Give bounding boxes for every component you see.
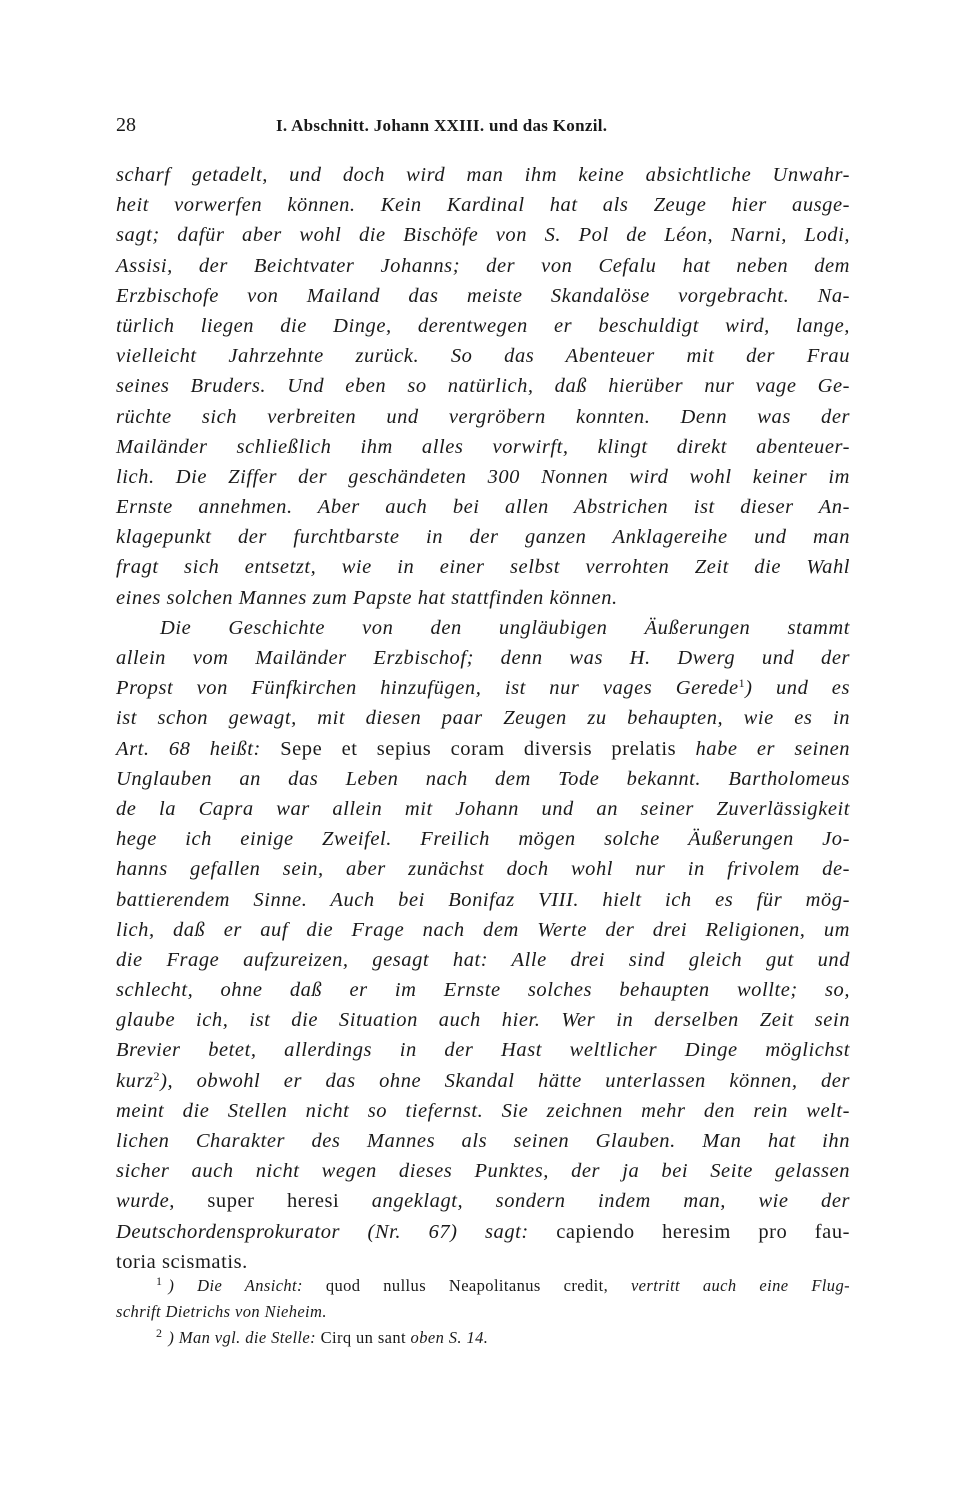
text-line: kurz$^2$), obwohl er das ohne Skandal hätte unterlassen können, der [116, 1068, 850, 1092]
text-line: Ernste annehmen. Aber auch bei allen Abstrichen ist dieser An- [116, 496, 850, 519]
footnote-ref: 1 [738, 676, 746, 691]
page-number: 28 [116, 114, 136, 136]
text-line: fragt sich entsetzt, wie in einer selbst verrohten Zeit die Wahl [116, 556, 850, 579]
footnote-mark: 2 [156, 1326, 163, 1340]
text-line: Unglauben an das Leben nach dem Tode bekannt. Bartholomeus [116, 767, 850, 790]
text-line: lich. Die Ziffer der geschändeten 300 Nonnen wird wohl keiner im [116, 465, 850, 488]
latin-quote: super heresi [207, 1190, 340, 1213]
text-line: türlich liegen die Dinge, derentwegen er beschuldigt wird, lange, [116, 314, 850, 337]
text-line: Art. 68 heißt: Sepe et sepius coram diversis prelatis habe er seinen [116, 737, 851, 760]
text-line: seines Bruders. Und eben so natürlich, daß hierüber nur vage Ge- [116, 375, 850, 398]
text-line: hanns gefallen sein, aber zunächst doch wohl nur in frivolem de- [116, 858, 850, 881]
footnote-ref: 2 [153, 1068, 161, 1083]
text-line: Mailänder schließlich ihm alles vorwirft, klingt direkt abenteuer- [116, 435, 850, 458]
text-line: glaube ich, ist die Situation auch hier. Wer in derselben Zeit sein [116, 1009, 850, 1032]
text-line: heit vorwerfen können. Kein Kardinal hat als Zeuge hier ausge- [116, 194, 850, 217]
text-line: de la Capra war allein mit Johann und an seiner Zuverlässigkeit [116, 797, 850, 820]
text-line: allein vom Mailänder Erzbischof; denn was H. Dwerg und der [116, 647, 850, 669]
text-line: toria scismatis. [116, 1250, 248, 1273]
text-line: Brevier betet, allerdings in der Hast weltlicher Dinge möglichst [116, 1039, 850, 1062]
text-line: Deutschordensprokurator (Nr. 67) sagt: capiendo heresim pro fau- [116, 1220, 850, 1243]
text-line: eines solchen Mannes zum Papste hat stattfinden können. [116, 586, 618, 609]
footnote-2: $^2$ ) Man vgl. die Stelle: Cirq un sant oben S. 14. [156, 1326, 489, 1347]
text-line: Assisi, der Beichtvater Johanns; der von Cefalu hat neben dem [116, 254, 850, 277]
text-line: sagt; dafür aber wohl die Bischöfe von S. Pol de Léon, Narni, Lodi, [116, 224, 850, 247]
text-line: lich, daß er auf die Frage nach dem Werte der drei Religionen, um [116, 918, 850, 941]
footnotes [116, 1273, 850, 1351]
quote: Cirq un sant [320, 1328, 407, 1347]
text-line: schlecht, ohne daß er im Ernste solches behaupten wollte; so, [116, 979, 850, 1002]
text-line: battierendem Sinne. Auch bei Bonifaz VIII. hielt ich es für mög- [116, 888, 850, 911]
text-line: scharf getadelt, und doch wird man ihm keine absichtliche Unwahr- [116, 164, 850, 186]
running-title: I. Abschnitt. Johann XXIII. und das Konzil. [276, 116, 608, 135]
footnote-mark: 1 [156, 1274, 163, 1288]
text-line: Die Geschichte von den ungläubigen Äußerungen stammt [160, 616, 850, 639]
text-line: wurde, super heresi angeklagt, sondern indem man, wie der [116, 1190, 851, 1213]
footnote-1-continued: schrift Dietrichs von Nieheim. [116, 1302, 327, 1321]
running-head [116, 114, 850, 144]
text-line: ist schon gewagt, mit diesen paar Zeugen zu behaupten, wie es in [116, 707, 850, 730]
text-line: vielleicht Jahrzehnte zurück. So das Abenteuer mit der Frau [116, 345, 850, 368]
text-line: lichen Charakter des Mannes als seinen Glauben. Man hat ihn [116, 1130, 850, 1152]
text-line: Propst von Fünfkirchen hinzufügen, ist nur vages Gerede$^1$) und es [116, 676, 850, 700]
latin-quote: capiendo heresim pro fau- [556, 1220, 850, 1243]
latin-quote: Sepe et sepius coram diversis prelatis [280, 737, 677, 760]
footnote-1: $^1$ ) Die Ansicht: quod nullus Neapolitanus credit, vertritt auch eine Flug- [156, 1274, 850, 1295]
text-line: sicher auch nicht wegen dieses Punktes, der ja bei Seite gelassen [116, 1160, 850, 1183]
text-line: hege ich einige Zweifel. Freilich mögen solche Äußerungen Jo- [116, 828, 850, 851]
text-line: rüchte sich verbreiten und vergröbern konnten. Denn was der [116, 405, 850, 428]
text-line: Erzbischofe von Mailand das meiste Skandalöse vorgebracht. Na- [116, 284, 850, 307]
text-line: meint die Stellen nicht so tiefernst. Sie zeichnen mehr den rein welt- [116, 1099, 850, 1122]
latin-quote: quod nullus Neapolitanus credit, [325, 1276, 609, 1295]
body-text [116, 160, 850, 1277]
text-line: klagepunkt der furchtbarste in der ganzen Anklagereihe und man [116, 526, 850, 549]
text-line: die Frage aufzureizen, gesagt hat: Alle drei sind gleich gut und [116, 948, 850, 971]
